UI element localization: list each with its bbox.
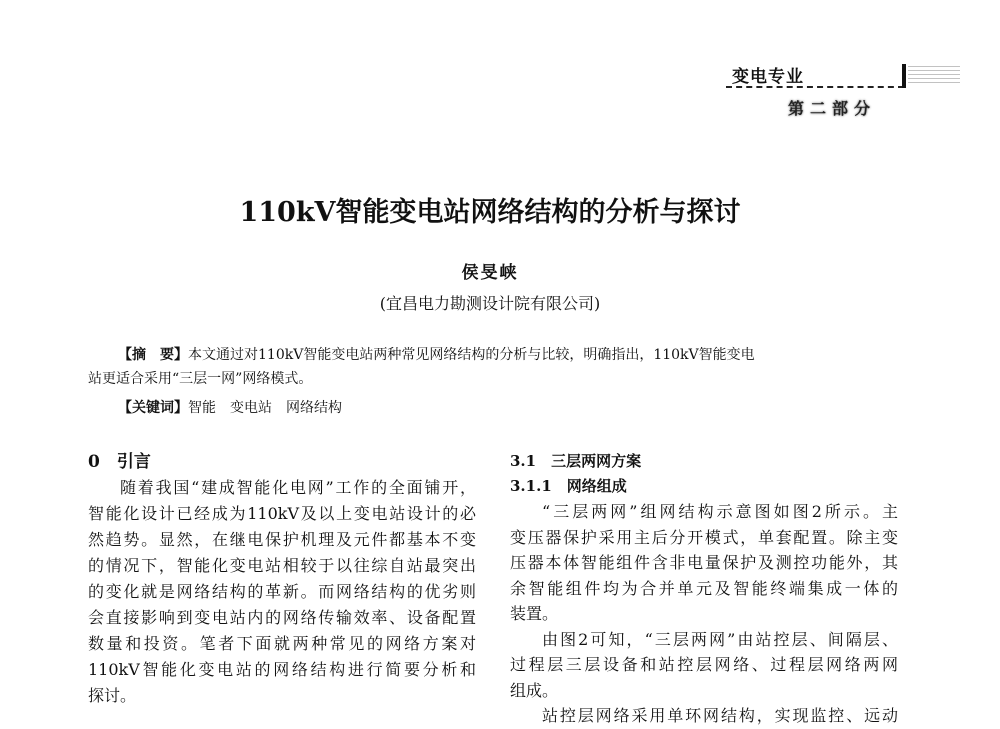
author: 侯旻峡 — [461, 263, 519, 283]
header-decoration — [908, 66, 960, 86]
body-line: 余智能组件均为合并单元及智能终端集成一体的 — [510, 578, 898, 598]
section-heading: 3.1 三层两网方案 — [510, 452, 642, 470]
keywords — [118, 397, 342, 419]
section-heading: 0 引言 — [88, 452, 151, 472]
abstract-label: 【摘 要】 — [118, 347, 188, 363]
header-divider — [726, 86, 904, 88]
section-label: 变电专业 — [732, 67, 804, 87]
body-line: 变压器保护采用主后分开模式，单套配置。除主变 — [510, 527, 898, 547]
keywords-text: 智能 变电站 网络结构 — [188, 400, 342, 416]
body-line: 压器本体智能组件含非电量保护及测控功能外，其 — [510, 553, 898, 572]
body-line: 会直接影响到变电站内的网络传输效率、设备配置 — [88, 608, 476, 627]
body-line: 数量和投资。笔者下面就两种常见的网络方案对 — [88, 634, 476, 653]
body-line: 的情况下，智能化变电站相较于以往综自站最突出 — [88, 556, 476, 575]
keywords-label: 【关键词】 — [118, 400, 188, 416]
right-column — [510, 449, 898, 729]
abstract-line-1 — [118, 344, 755, 366]
affiliation: (宜昌电力勘测设计院有限公司) — [379, 294, 601, 313]
abstract-line-2: 站更适合采用“三层一网”网络模式。 — [88, 371, 313, 387]
body-line: 过程层三层设备和站控层网络、过程层网络两网 — [510, 655, 898, 674]
body-line: 然趋势。显然，在继电保护机理及元件都基本不变 — [88, 530, 476, 549]
header-bar — [902, 64, 906, 88]
body-line: 装置。 — [510, 604, 559, 623]
body-line-clipped: 站控层网络采用单环网结构，实现监控、远动 — [542, 706, 898, 725]
subsection-heading: 3.1.1 网络组成 — [510, 477, 627, 495]
body-line: “三层两网”组网结构示意图如图2所示。主 — [542, 502, 898, 521]
body-line: 智能化设计已经成为110kV及以上变电站设计的必 — [88, 504, 476, 523]
body-line: 探讨。 — [88, 686, 137, 705]
body-line: 随着我国“建成智能化电网”工作的全面铺开， — [120, 478, 476, 497]
abstract-text: 本文通过对110kV智能变电站两种常见网络结构的分析与比较，明确指出，110kV智能变电 — [188, 347, 755, 363]
paper-title: 110kV智能变电站网络结构的分析与探讨 — [239, 197, 741, 228]
body-line: 由图2可知，“三层两网”由站控层、间隔层、 — [542, 629, 898, 649]
body-line: 的变化就是网络结构的革新。而网络结构的优劣则 — [88, 582, 476, 601]
body-line: 组成。 — [510, 680, 559, 700]
left-column — [88, 449, 476, 709]
body-line: 110kV智能化变电站的网络结构进行简要分析和 — [88, 660, 476, 679]
part-label: 第二部分 — [788, 99, 877, 118]
